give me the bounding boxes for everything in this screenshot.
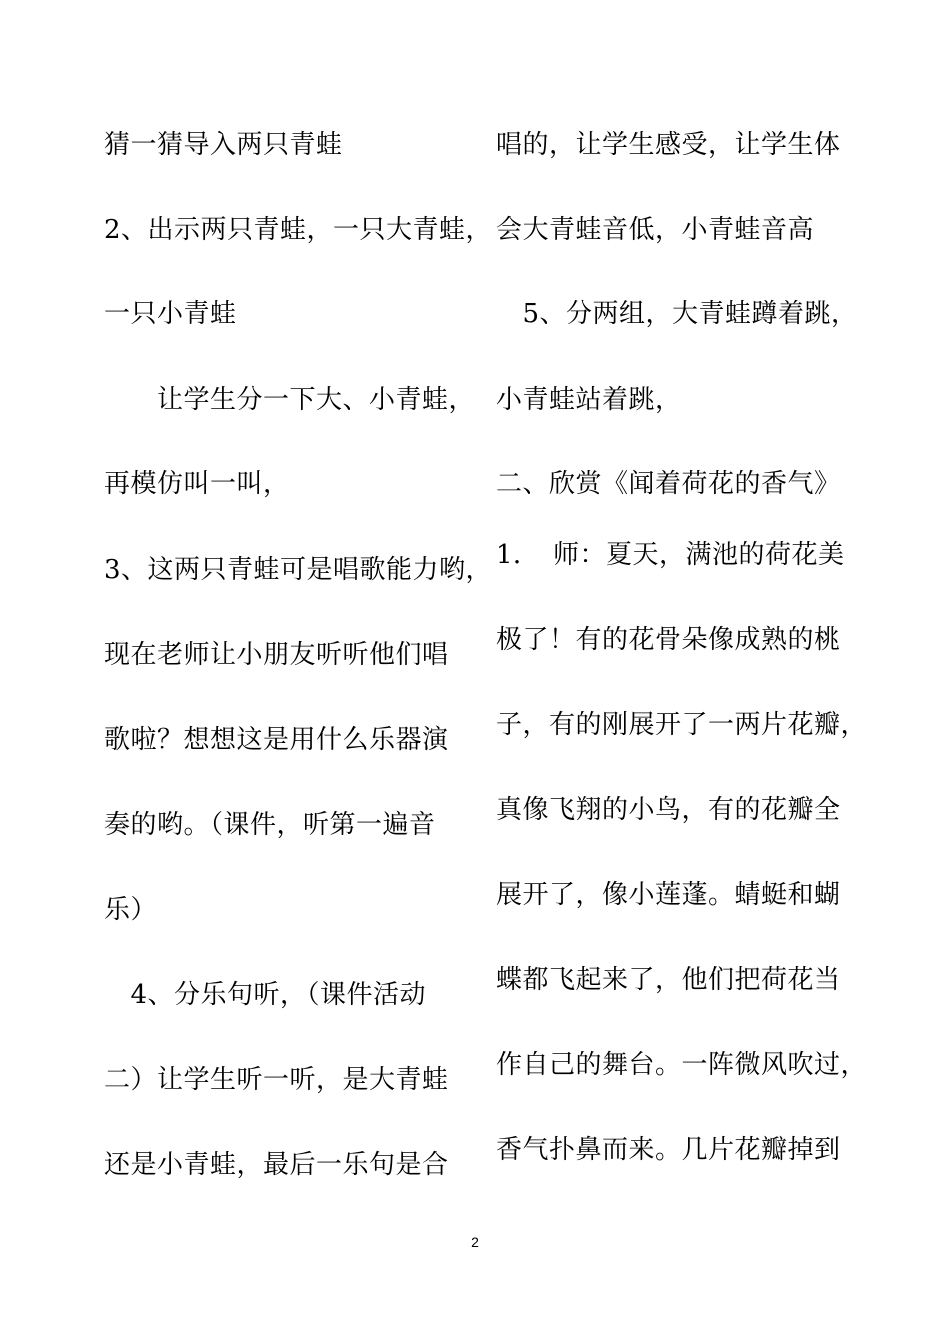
text-line: 唱的，让学生感受，让学生体 xyxy=(496,130,841,160)
page-number: 2 xyxy=(471,1234,479,1250)
text-line: 2、出示两只青蛙，一只大青蛙， xyxy=(104,215,493,245)
text-line: 作自己的舞台。一阵微风吹过， xyxy=(496,1050,868,1080)
text-line: 让学生分一下大、小青蛙， xyxy=(104,385,476,415)
text-line: 猜一猜导入两只青蛙 xyxy=(104,130,343,160)
text-line: 歌啦？想想这是用什么乐器演 xyxy=(104,725,449,755)
text-line: 乐） xyxy=(104,895,158,925)
text-line: 1． 师：夏天，满池的荷花美 xyxy=(496,540,845,570)
text-line: 还是小青蛙，最后一乐句是合 xyxy=(104,1150,449,1180)
text-line: 二、欣赏《闻着荷花的香气》 xyxy=(496,469,841,499)
text-line: 展开了，像小莲蓬。蜻蜓和蝴 xyxy=(496,880,841,910)
text-line: 会大青蛙音低，小青蛙音高 xyxy=(496,215,815,245)
text-line: 真像飞翔的小鸟，有的花瓣全 xyxy=(496,795,841,825)
text-line: 奏的哟。（课件，听第一遍音 xyxy=(104,810,436,840)
text-line: 极了！有的花骨朵像成熟的桃 xyxy=(496,625,841,655)
text-line: 小青蛙站着跳， xyxy=(496,385,682,415)
text-line: 蝶都飞起来了，他们把荷花当 xyxy=(496,965,841,995)
text-line: 一只小青蛙 xyxy=(104,299,237,329)
text-line: 现在老师让小朋友听听他们唱 xyxy=(104,640,449,670)
text-line: 子，有的刚展开了一两片花瓣， xyxy=(496,710,868,740)
text-line: 4、分乐句听，（课件活动 xyxy=(104,980,427,1010)
text-line: 香气扑鼻而来。几片花瓣掉到 xyxy=(496,1135,841,1165)
text-line: 二）让学生听一听，是大青蛙 xyxy=(104,1065,449,1095)
text-line: 3、这两只青蛙可是唱歌能力哟， xyxy=(104,555,493,585)
text-line: 再模仿叫一叫， xyxy=(104,469,290,499)
text-line: 5、分两组，大青蛙蹲着跳， xyxy=(496,299,858,329)
